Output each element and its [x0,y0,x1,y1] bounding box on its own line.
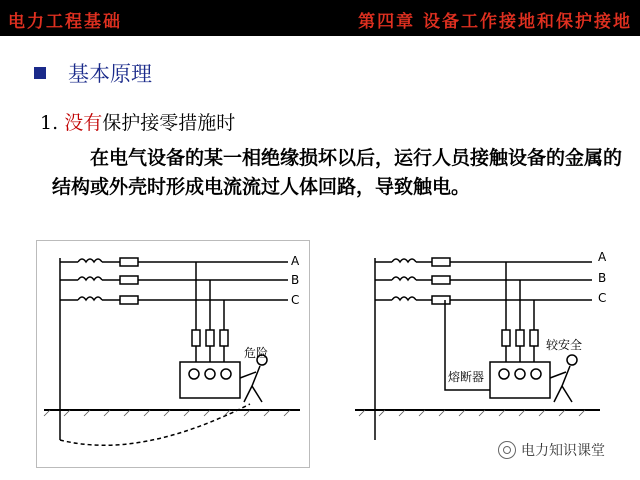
watermark-text: 电力知识课堂 [521,443,605,459]
subheading-highlight: 没有 [64,112,103,134]
chapter-title: 第四章 设备工作接地和保护接地 [358,12,632,32]
fuse-label: 熔断器 [448,370,485,384]
left-danger-label: 危险 [244,346,269,360]
right-phase-a: A [598,250,607,264]
subheading-number: 1. [40,112,59,134]
subheading-rest: 保护接零措施时 [102,112,236,134]
left-phase-a: A [291,254,300,268]
body-paragraph: 在电气设备的某一相绝缘损坏以后，运行人员接触设备的金属的结构或外壳时形成电流流过人体回路，导致触电。 [52,147,623,198]
section-title: 基本原理 [68,62,152,86]
left-phase-c: C [291,293,300,307]
wechat-icon [498,441,516,459]
right-safe-label: 较安全 [546,338,583,352]
watermark [498,440,605,460]
left-phase-b: B [291,273,300,287]
right-phase-c: C [598,291,607,305]
right-phase-b: B [598,271,607,285]
course-title: 电力工程基础 [8,12,122,32]
